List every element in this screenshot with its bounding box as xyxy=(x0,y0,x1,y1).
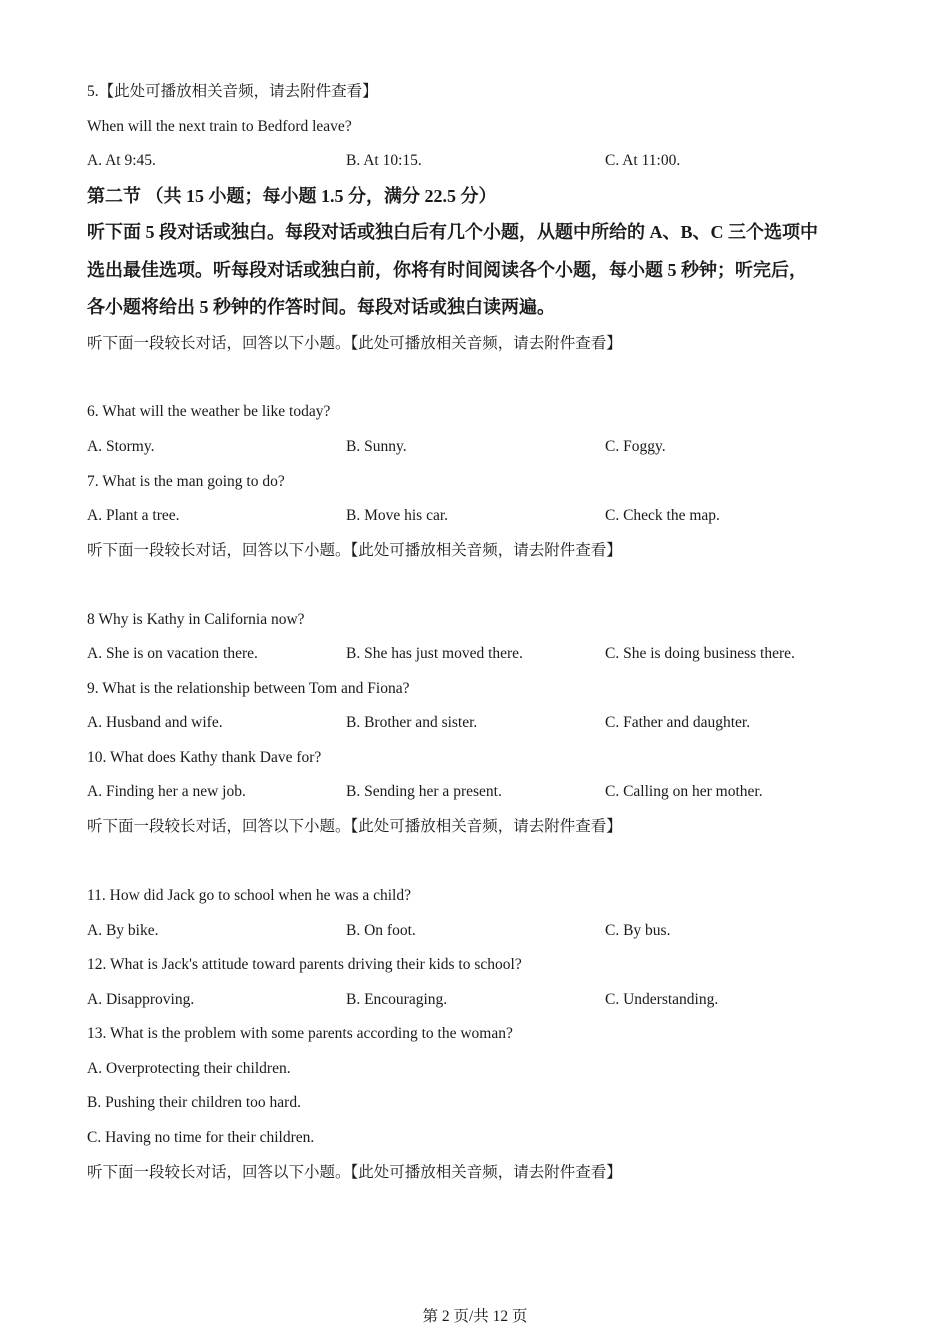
q8-option-c: C. She is doing business there. xyxy=(605,645,795,662)
q5-option-c: C. At 11:00. xyxy=(605,152,681,169)
q13-option-a: A. Overprotecting their children. xyxy=(87,1060,291,1077)
q13-option-b: B. Pushing their children too hard. xyxy=(87,1094,301,1111)
q12-option-b: B. Encouraging. xyxy=(346,991,448,1008)
q11-question: 11. How did Jack go to school when he was a child? xyxy=(87,887,411,904)
listen-note-3: 听下面一段较长对话，回答以下小题。【此处可播放相关音频，请去附件查看】 xyxy=(87,818,622,835)
q5-prompt: 5.【此处可播放相关音频，请去附件查看】 xyxy=(87,83,378,100)
q5-option-a: A. At 9:45. xyxy=(87,152,156,169)
q12-question: 12. What is Jack's attitude toward parents driving their kids to school? xyxy=(87,956,522,973)
section2-instruction-line-2: 选出最佳选项。听每段对话或独白前，你将有时间阅读各个小题，每小题 5 秒钟；听完后， xyxy=(87,260,807,280)
q10-option-c: C. Calling on her mother. xyxy=(605,783,763,800)
q9-option-b: B. Brother and sister. xyxy=(346,714,478,731)
q12-option-a: A. Disapproving. xyxy=(87,991,195,1008)
q7-option-c: C. Check the map. xyxy=(605,507,720,524)
section2-instruction-line-1: 听下面 5 段对话或独白。每段对话或独白后有几个小题，从题中所给的 A、B、C 三个选项中 xyxy=(87,222,818,242)
q5-question: When will the next train to Bedford leave? xyxy=(87,118,352,135)
section2-title: 第二节 （共 15 小题；每小题 1.5 分，满分 22.5 分） xyxy=(87,186,497,206)
listen-note-1: 听下面一段较长对话，回答以下小题。【此处可播放相关音频，请去附件查看】 xyxy=(87,335,622,352)
q9-option-c: C. Father and daughter. xyxy=(605,714,751,731)
q10-option-a: A. Finding her a new job. xyxy=(87,783,246,800)
q8-question: 8 Why is Kathy in California now? xyxy=(87,611,305,628)
q11-option-a: A. By bike. xyxy=(87,922,159,939)
q7-option-a: A. Plant a tree. xyxy=(87,507,180,524)
q13-option-c: C. Having no time for their children. xyxy=(87,1129,315,1146)
q8-option-b: B. She has just moved there. xyxy=(346,645,523,662)
q6-option-a: A. Stormy. xyxy=(87,438,155,455)
q7-question: 7. What is the man going to do? xyxy=(87,473,285,490)
page-number: 第 2 页/共 12 页 xyxy=(422,1308,528,1325)
q6-question: 6. What will the weather be like today? xyxy=(87,403,331,420)
q9-question: 9. What is the relationship between Tom and Fiona? xyxy=(87,680,410,697)
q9-option-a: A. Husband and wife. xyxy=(87,714,223,731)
section2-instruction-line-3: 各小题将给出 5 秒钟的作答时间。每段对话或独白读两遍。 xyxy=(87,297,555,317)
q7-option-b: B. Move his car. xyxy=(346,507,449,524)
listen-note-2: 听下面一段较长对话，回答以下小题。【此处可播放相关音频，请去附件查看】 xyxy=(87,542,622,559)
q12-option-c: C. Understanding. xyxy=(605,991,719,1008)
q6-option-c: C. Foggy. xyxy=(605,438,666,455)
q10-option-b: B. Sending her a present. xyxy=(346,783,502,800)
listen-note-4: 听下面一段较长对话，回答以下小题。【此处可播放相关音频，请去附件查看】 xyxy=(87,1164,622,1181)
q5-option-b: B. At 10:15. xyxy=(346,152,422,169)
q11-option-b: B. On foot. xyxy=(346,922,416,939)
q8-option-a: A. She is on vacation there. xyxy=(87,645,258,662)
q6-option-b: B. Sunny. xyxy=(346,438,407,455)
q10-question: 10. What does Kathy thank Dave for? xyxy=(87,749,322,766)
q11-option-c: C. By bus. xyxy=(605,922,671,939)
q13-question: 13. What is the problem with some parents according to the woman? xyxy=(87,1025,513,1042)
